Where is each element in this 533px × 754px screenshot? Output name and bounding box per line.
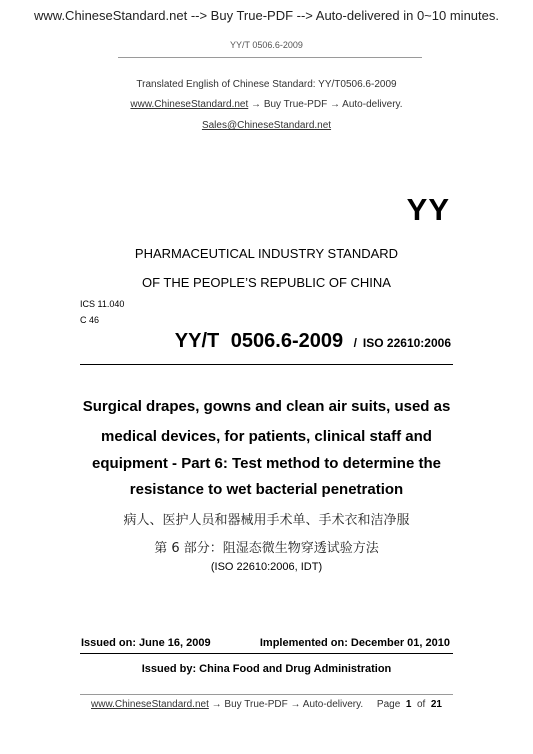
title-line-4: resistance to wet bacterial penetration xyxy=(129,481,404,498)
site-link[interactable]: www.ChineseStandard.net xyxy=(130,99,249,110)
footer-divider xyxy=(80,694,453,695)
translation-note: Translated English of Chinese Standard: YY/T0506.6-2009 xyxy=(136,79,397,90)
of-label: of xyxy=(416,699,426,710)
page-label: Page xyxy=(376,699,401,710)
issuing-authority: Issued by: China Food and Drug Administration xyxy=(141,663,392,675)
header-divider xyxy=(118,57,422,58)
iso-separator: / xyxy=(353,336,357,350)
footer-buy-text: → Buy True-PDF → Auto-delivery. xyxy=(208,699,364,710)
ccs-code: C 46 xyxy=(80,315,100,325)
standard-type-line1: PHARMACEUTICAL INDUSTRY STANDARD xyxy=(134,246,399,261)
iso-equivalence: (ISO 22610:2006, IDT) xyxy=(210,561,323,573)
title-line-1: Surgical drapes, gowns and clean air suits, used as xyxy=(82,398,451,415)
page-total: 21 xyxy=(430,699,442,710)
standard-code-line xyxy=(175,330,451,353)
ics-code: ICS 11.040 xyxy=(80,299,125,309)
code-divider xyxy=(80,364,453,365)
email-link[interactable]: Sales@ChineseStandard.net xyxy=(201,120,332,131)
standard-code: YY/T 0506.6-2009 xyxy=(174,330,344,352)
implemented-date: Implemented on: December 01, 2010 xyxy=(259,637,450,649)
date-divider xyxy=(80,653,453,654)
chinese-title-line-1: 病人、医护人员和器械用手术单、手术衣和洁净服 xyxy=(123,513,410,528)
iso-reference xyxy=(354,336,451,350)
page-indicator xyxy=(377,699,442,710)
title-line-3: equipment - Part 6: Test method to determine the xyxy=(92,455,441,472)
iso-code: ISO 22610:2006 xyxy=(362,336,451,350)
footer-site-link[interactable]: www.ChineseStandard.net xyxy=(91,699,209,710)
page-number: 1 xyxy=(405,699,412,710)
email-line xyxy=(0,120,533,131)
title-line-2: medical devices, for patients, clinical staff and xyxy=(101,428,432,445)
footer-links xyxy=(91,699,363,710)
standard-type-line2: OF THE PEOPLE’S REPUBLIC OF CHINA xyxy=(142,275,391,290)
issued-date: Issued on: June 16, 2009 xyxy=(81,637,211,649)
standard-logo: YY xyxy=(406,192,450,227)
chinese-title-line-2: 第 6 部分：阻湿态微生物穿透试验方法 xyxy=(154,541,379,556)
translation-links xyxy=(0,99,533,110)
top-banner[interactable]: www.ChineseStandard.net --> Buy True-PDF --> Auto-delivered in 0~10 minutes. xyxy=(34,8,499,23)
buy-text: → Buy True-PDF → Auto-delivery. xyxy=(248,99,403,110)
header-doc-code: YY/T 0506.6-2009 xyxy=(230,40,303,50)
